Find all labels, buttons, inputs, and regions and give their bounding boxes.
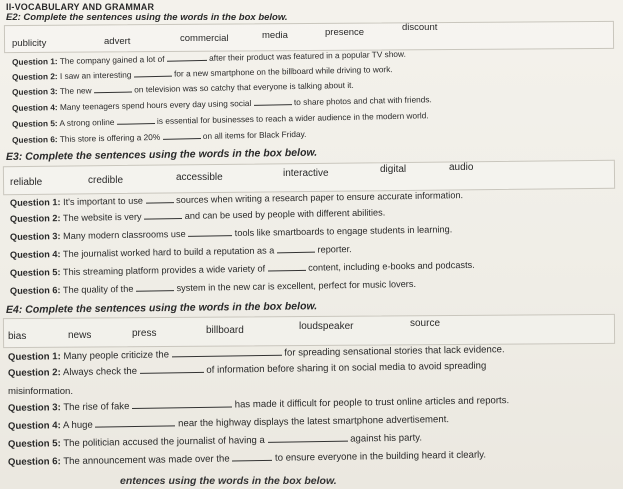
e2-word: presence: [325, 27, 365, 38]
e2-question: Question 6: This store is offering a 20% on all items for Black Friday.: [11, 128, 307, 145]
e4-word: bias: [8, 331, 27, 342]
e4-title: E4: Complete the sentences using the words in the box below.: [5, 300, 318, 316]
e3-question: Question 4: The journalist worked hard to build a reputation as a reporter.: [9, 244, 352, 260]
answer-blank[interactable]: [277, 252, 315, 254]
e4-question: Question 4: A huge near the highway displays the latest smartphone advertisement.: [7, 414, 450, 432]
answer-blank[interactable]: [268, 441, 348, 443]
e4-question: Question 6: The announcement was made over the to ensure everyone in the building heard it clearly.: [7, 449, 487, 468]
e3-question: Question 5: This streaming platform provides a wide variety of content, including e-books and podcasts.: [9, 259, 475, 278]
answer-blank[interactable]: [188, 235, 232, 237]
e2-word: discount: [402, 22, 438, 33]
e4-question: Question 2: Always check the of information before sharing it on social media to avoid spreading: [7, 360, 487, 379]
e3-word: accessible: [176, 172, 223, 183]
e3-word: interactive: [283, 168, 329, 179]
e2-question: Question 5: A strong online is essential for businesses to reach a wider audience in the modern world.: [11, 110, 429, 129]
answer-blank[interactable]: [163, 138, 201, 140]
answer-blank[interactable]: [254, 104, 292, 106]
answer-blank[interactable]: [167, 60, 207, 62]
e2-question: Question 2: I saw an interesting for a new smartphone on the billboard while driving to work.: [11, 64, 393, 82]
e3-word: audio: [449, 162, 474, 173]
answer-blank[interactable]: [140, 372, 204, 374]
answer-blank[interactable]: [117, 123, 155, 125]
e2-word: advert: [104, 36, 131, 47]
e2-question: Question 1: The company gained a lot of after their product was featured in a popular TV show.: [11, 48, 406, 67]
answer-blank[interactable]: [172, 355, 282, 358]
e4-word: loudspeaker: [299, 321, 354, 332]
e2-word-box: [4, 21, 614, 53]
e3-word: digital: [380, 164, 407, 175]
e5-title-partial: entences using the words in the box below.: [120, 475, 337, 487]
e3-title: E3: Complete the sentences using the words in the box below.: [5, 146, 318, 163]
e4-word: billboard: [206, 325, 244, 336]
e3-question: Question 1: It's important to use sources when writing a research paper to ensure accurate information.: [9, 190, 464, 208]
e4-word: news: [68, 330, 92, 341]
e2-word: media: [262, 30, 288, 41]
e3-word: reliable: [10, 177, 43, 188]
e2-question: Question 4: Many teenagers spend hours every day using social to share photos and chat with friends.: [11, 94, 432, 113]
answer-blank[interactable]: [232, 460, 272, 462]
answer-blank[interactable]: [146, 202, 174, 203]
e3-question: Question 2: The website is very and can be used by people with different abilities.: [9, 207, 386, 224]
e2-title: E2: Complete the sentences using the words in the box below.: [6, 12, 288, 23]
e4-question: Question 3: The rise of fake has made it difficult for people to trust online articles and reports.: [7, 395, 510, 414]
e2-word: publicity: [12, 38, 47, 49]
e3-question: Question 6: The quality of the system in the new car is excellent, perfect for music lovers.: [9, 278, 417, 296]
answer-blank[interactable]: [132, 406, 232, 409]
e3-question: Question 3: Many modern classrooms use tools like smartboards to engage students in learning.: [9, 224, 453, 242]
answer-blank[interactable]: [95, 425, 175, 427]
answer-blank[interactable]: [136, 290, 174, 292]
e2-question: Question 3: The new on television was so catchy that everyone is talking about it.: [11, 79, 354, 97]
e2-word: commercial: [180, 33, 229, 44]
answer-blank[interactable]: [134, 76, 172, 78]
e3-word: credible: [88, 175, 124, 186]
section-header: II-VOCABULARY AND GRAMMAR: [6, 2, 155, 12]
answer-blank[interactable]: [144, 218, 182, 220]
answer-blank[interactable]: [94, 91, 132, 93]
answer-blank[interactable]: [268, 270, 306, 272]
e4-question-continuation: misinformation.: [8, 386, 74, 397]
e4-question: Question 1: Many people criticize the for spreading sensational stories that lack evidence.: [7, 344, 505, 363]
e4-word: press: [132, 328, 157, 339]
e4-word: source: [410, 318, 441, 329]
e4-question: Question 5: The politician accused the journalist of having a against his party.: [7, 432, 423, 450]
